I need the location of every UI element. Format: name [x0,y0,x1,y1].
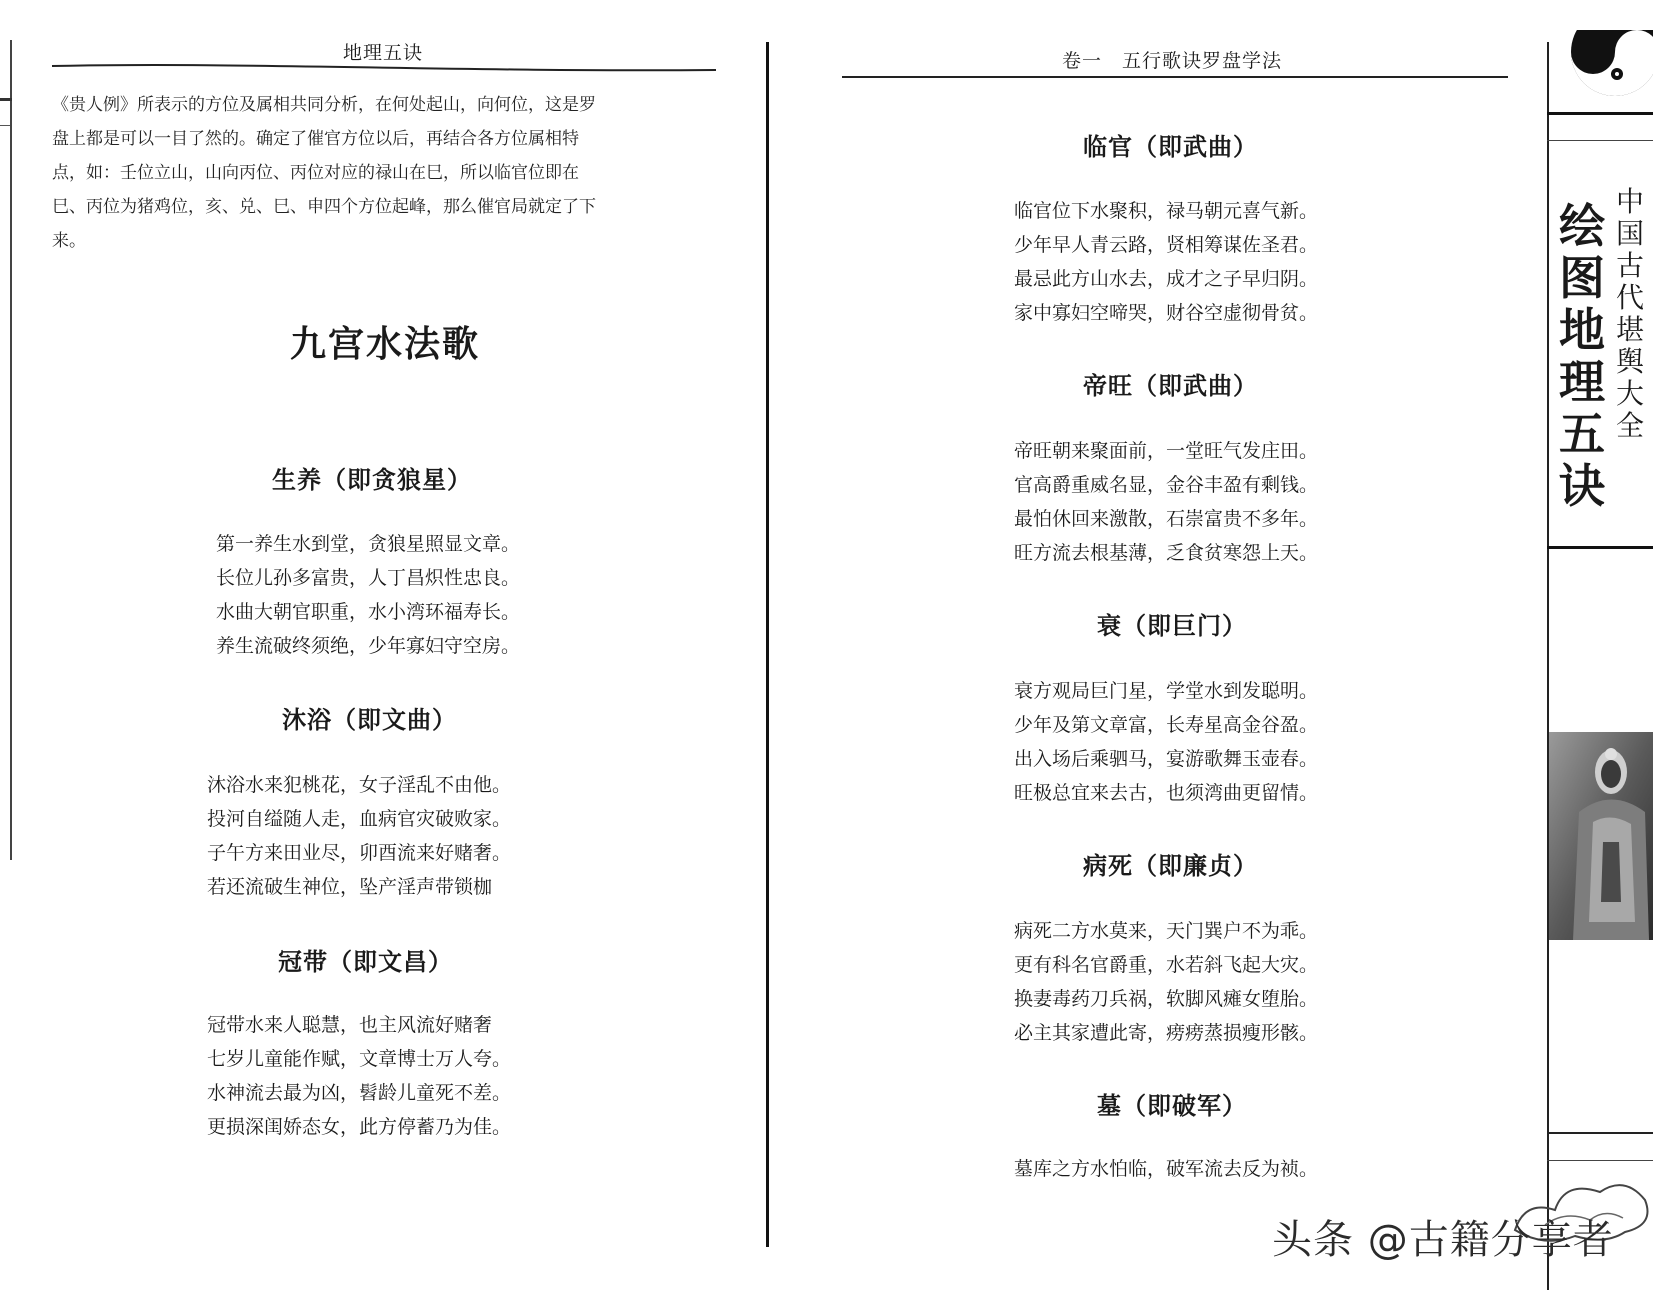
intro-line: 巳、丙位为猪鸡位，亥、兑、巳、申四个方位起峰，那么催官局就定了下 [52,197,596,217]
intro-paragraph [52,88,720,258]
left-page-tick [0,98,12,101]
spine-book-title: 绘图地理五诀 [1559,199,1605,513]
verse-block [1014,194,1318,330]
verse-block [207,1008,511,1144]
right-running-header: 卷一 五行歌诀罗盘学法 [1062,50,1283,72]
verse-line: 投河自缢随人走，血病官灾破败家。 [207,808,512,830]
section-heading: 墓（即破军） [1097,1092,1247,1120]
verse-line: 长位儿孙多富贵，人丁昌炽性忠良。 [216,567,521,589]
spine-series-title: 中国古代堪舆大全 [1615,185,1644,442]
section-heading: 生养（即贪狼星） [272,466,472,494]
left-page-tick [0,125,10,126]
verse-line: 病死二方水莫来，天门巽户不为乖。 [1014,920,1319,942]
page-gutter-line [766,42,769,1247]
right-header-rule [842,76,1508,78]
section-heading: 病死（即廉贞） [1083,852,1258,880]
spine-rule [1547,1132,1653,1134]
section-heading: 冠带（即文昌） [278,948,453,976]
verse-line: 少年及第文章富，长寿星高金谷盈。 [1014,714,1319,736]
verse-line: 第一养生水到堂，贪狼星照显文章。 [216,533,521,555]
verse-line: 若还流破生神位，坠产淫声带锁枷 [207,876,493,898]
verse-line: 家中寡妇空啼哭，财谷空虚彻骨贫。 [1014,302,1319,324]
verse-line: 子午方来田业尽，卯酉流来好赌奢。 [207,842,512,864]
intro-line: 《贵人例》所表示的方位及属相共同分析，在何处起山，向何位，这是罗 [52,95,596,115]
bodhisattva-figure-image [1549,732,1653,940]
section-heading: 帝旺（即武曲） [1083,372,1258,400]
section-heading: 衰（即巨门） [1097,612,1247,640]
verse-block [1014,674,1318,810]
verse-line: 换妻毒药刀兵祸，软脚风瘫女堕胎。 [1014,988,1319,1010]
verse-block [207,768,511,904]
verse-line: 临官位下水聚积，禄马朝元喜气新。 [1014,200,1319,222]
verse-line: 旺极总宜来去古，也须湾曲更留情。 [1014,782,1319,804]
section-heading: 临官（即武曲） [1083,133,1258,161]
intro-line: 点，如：壬位立山，山向丙位、丙位对应的禄山在巳，所以临官位即在 [52,163,579,183]
spine-rule [1547,1160,1653,1161]
verse-line: 最忌此方山水去，成才之子早归阴。 [1014,268,1319,290]
left-running-header: 地理五诀 [343,42,424,64]
verse-block [1014,1152,1318,1186]
watermark: 头条 @古籍分享者 [1272,1217,1614,1263]
verse-line: 出入场后乘驷马，宴游歌舞玉壶春。 [1014,748,1319,770]
page-title: 九宫水法歌 [290,324,481,365]
verse-line: 水曲大朝官职重，水小湾环福寿长。 [216,601,521,623]
verse-line: 冠带水来人聪慧，也主风流好赌奢 [207,1014,493,1036]
verse-block [1014,434,1318,570]
verse-line: 必主其家遭此寄，痨痨蒸损瘦形骸。 [1014,1022,1319,1044]
verse-line: 墓库之方水怕临，破军流去反为祯。 [1014,1158,1319,1180]
verse-line: 更有科名官爵重，水若斜飞起大灾。 [1014,954,1319,976]
section-heading: 沐浴（即文曲） [282,706,457,734]
verse-block [216,527,520,663]
spine-rule [1547,546,1653,549]
spine-rule [1547,112,1653,115]
left-page-edge [10,40,12,860]
verse-line: 更损深闺娇态女，此方停蓄乃为佳。 [207,1116,512,1138]
spine-border [1547,42,1549,1290]
verse-block [1014,914,1318,1050]
spine-rule [1547,140,1653,141]
verse-line: 七岁儿童能作赋，文章博士万人夸。 [207,1048,512,1070]
verse-line: 养生流破终须绝，少年寡妇守空房。 [216,635,521,657]
intro-line: 盘上都是可以一目了然的。确定了催官方位以后，再结合各方位属相特 [52,129,579,149]
verse-line: 旺方流去根基薄，乏食贫寒怨上天。 [1014,542,1319,564]
intro-line: 来。 [52,231,86,251]
verse-line: 少年早人青云路，贤相筹谋佐圣君。 [1014,234,1319,256]
left-header-rule [50,58,718,78]
verse-line: 官高爵重威名显，金谷丰盈有剩钱。 [1014,474,1319,496]
verse-line: 帝旺朝来聚面前，一堂旺气发庄田。 [1014,440,1319,462]
verse-line: 最怕休回来激散，石崇富贵不多年。 [1014,508,1319,530]
yin-yang-icon [1565,30,1653,100]
verse-line: 衰方观局巨门星，学堂水到发聪明。 [1014,680,1319,702]
verse-line: 水神流去最为凶，髫龄儿童死不差。 [207,1082,512,1104]
verse-line: 沐浴水来犯桃花，女子淫乱不由他。 [207,774,512,796]
